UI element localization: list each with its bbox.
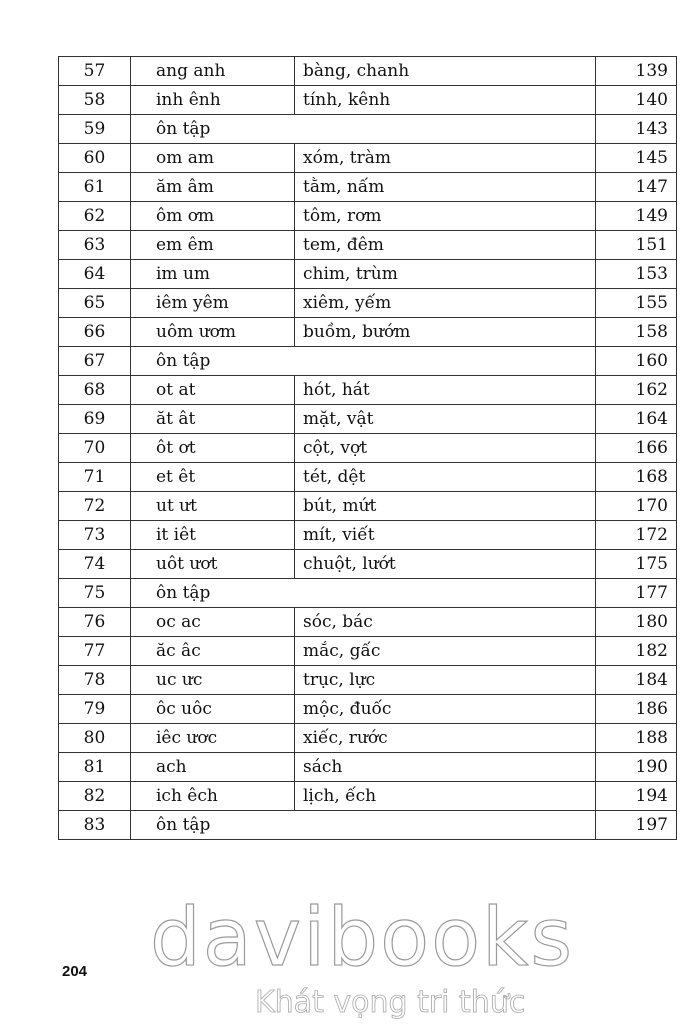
lesson-number: 60	[59, 144, 131, 173]
lesson-page: 149	[596, 202, 677, 231]
lesson-number: 65	[59, 289, 131, 318]
toc-row	[59, 405, 677, 434]
lesson-number: 71	[59, 463, 131, 492]
lesson-examples: tem, đêm	[295, 231, 596, 260]
toc-row	[59, 376, 677, 405]
lesson-number: 58	[59, 86, 131, 115]
lesson-rhyme: it iêt	[131, 521, 295, 550]
lesson-rhyme: ich êch	[131, 782, 295, 811]
lesson-rhyme: ot at	[131, 376, 295, 405]
toc-row	[59, 695, 677, 724]
lesson-page: 194	[596, 782, 677, 811]
lesson-rhyme: ôm ơm	[131, 202, 295, 231]
lesson-page: 172	[596, 521, 677, 550]
lesson-rhyme: ăc âc	[131, 637, 295, 666]
lesson-rhyme: ôc uôc	[131, 695, 295, 724]
lesson-page: 180	[596, 608, 677, 637]
lesson-examples: trục, lực	[295, 666, 596, 695]
lesson-examples: mít, viết	[295, 521, 596, 550]
lesson-page: 160	[596, 347, 677, 376]
lesson-rhyme: ôt ơt	[131, 434, 295, 463]
toc-row	[59, 202, 677, 231]
lesson-page: 162	[596, 376, 677, 405]
lesson-rhyme: ut ưt	[131, 492, 295, 521]
lesson-number: 80	[59, 724, 131, 753]
lesson-examples: bàng, chanh	[295, 57, 596, 86]
toc-row	[59, 782, 677, 811]
lesson-rhyme: ang anh	[131, 57, 295, 86]
lesson-number: 67	[59, 347, 131, 376]
lesson-examples: cột, vợt	[295, 434, 596, 463]
lesson-review-title: ôn tập	[131, 347, 596, 376]
lesson-examples: chim, trùm	[295, 260, 596, 289]
lesson-number: 77	[59, 637, 131, 666]
lesson-rhyme: ach	[131, 753, 295, 782]
lesson-page: 155	[596, 289, 677, 318]
toc-row	[59, 260, 677, 289]
lesson-page: 164	[596, 405, 677, 434]
lesson-examples: xiêm, yếm	[295, 289, 596, 318]
lesson-page: 166	[596, 434, 677, 463]
lesson-number: 72	[59, 492, 131, 521]
lesson-number: 70	[59, 434, 131, 463]
lesson-rhyme: uôm ươm	[131, 318, 295, 347]
lesson-review-title: ôn tập	[131, 579, 596, 608]
lesson-number: 83	[59, 811, 131, 840]
toc-row	[59, 318, 677, 347]
lesson-examples: sách	[295, 753, 596, 782]
lesson-rhyme: im um	[131, 260, 295, 289]
lesson-page: 143	[596, 115, 677, 144]
toc-row	[59, 637, 677, 666]
lesson-examples: lịch, ếch	[295, 782, 596, 811]
lesson-rhyme: oc ac	[131, 608, 295, 637]
toc-row	[59, 492, 677, 521]
lesson-rhyme: uc ưc	[131, 666, 295, 695]
lesson-page: 140	[596, 86, 677, 115]
toc-row	[59, 608, 677, 637]
lesson-examples: hót, hát	[295, 376, 596, 405]
lesson-page: 175	[596, 550, 677, 579]
toc-table	[58, 56, 677, 840]
lesson-rhyme: inh ênh	[131, 86, 295, 115]
toc-row	[59, 144, 677, 173]
lesson-examples: buồm, bướm	[295, 318, 596, 347]
lesson-number: 76	[59, 608, 131, 637]
lesson-number: 69	[59, 405, 131, 434]
lesson-number: 73	[59, 521, 131, 550]
lesson-rhyme: ăt ât	[131, 405, 295, 434]
lesson-number: 59	[59, 115, 131, 144]
lesson-rhyme: ăm âm	[131, 173, 295, 202]
lesson-examples: sóc, bác	[295, 608, 596, 637]
lesson-number: 79	[59, 695, 131, 724]
lesson-number: 57	[59, 57, 131, 86]
lesson-rhyme: iêm yêm	[131, 289, 295, 318]
toc-review-row	[59, 115, 677, 144]
lesson-page: 170	[596, 492, 677, 521]
lesson-examples: mặt, vật	[295, 405, 596, 434]
lesson-examples: tét, dệt	[295, 463, 596, 492]
toc-row	[59, 231, 677, 260]
lesson-number: 68	[59, 376, 131, 405]
toc-row	[59, 521, 677, 550]
lesson-number: 66	[59, 318, 131, 347]
lesson-examples: mộc, đuốc	[295, 695, 596, 724]
lesson-page: 190	[596, 753, 677, 782]
lesson-page: 139	[596, 57, 677, 86]
lesson-page: 177	[596, 579, 677, 608]
page-number: 204	[62, 963, 88, 980]
lesson-page: 188	[596, 724, 677, 753]
lesson-page: 186	[596, 695, 677, 724]
lesson-rhyme: om am	[131, 144, 295, 173]
toc-review-row	[59, 579, 677, 608]
toc-row	[59, 724, 677, 753]
lesson-examples: bút, mứt	[295, 492, 596, 521]
lesson-examples: tôm, rơm	[295, 202, 596, 231]
lesson-examples: chuột, lướt	[295, 550, 596, 579]
lesson-number: 82	[59, 782, 131, 811]
lesson-rhyme: uôt ươt	[131, 550, 295, 579]
watermark-brand: davibooks	[150, 891, 575, 984]
lesson-rhyme: et êt	[131, 463, 295, 492]
lesson-number: 62	[59, 202, 131, 231]
lesson-page: 184	[596, 666, 677, 695]
lesson-page: 147	[596, 173, 677, 202]
lesson-rhyme: iêc ươc	[131, 724, 295, 753]
toc-row	[59, 753, 677, 782]
toc-body	[59, 57, 677, 840]
watermark-slogan: Khát vọng tri thức	[255, 985, 526, 1020]
toc-review-row	[59, 347, 677, 376]
lesson-review-title: ôn tập	[131, 115, 596, 144]
lesson-page: 168	[596, 463, 677, 492]
lesson-number: 63	[59, 231, 131, 260]
toc-row	[59, 550, 677, 579]
lesson-rhyme: em êm	[131, 231, 295, 260]
lesson-examples: mắc, gấc	[295, 637, 596, 666]
lesson-page: 158	[596, 318, 677, 347]
lesson-number: 64	[59, 260, 131, 289]
lesson-page: 151	[596, 231, 677, 260]
lesson-number: 81	[59, 753, 131, 782]
lesson-page: 145	[596, 144, 677, 173]
toc-row	[59, 434, 677, 463]
lesson-examples: tính, kênh	[295, 86, 596, 115]
lesson-page: 182	[596, 637, 677, 666]
toc-review-row	[59, 811, 677, 840]
lesson-number: 75	[59, 579, 131, 608]
lesson-number: 74	[59, 550, 131, 579]
toc-row	[59, 666, 677, 695]
lesson-examples: xiếc, rước	[295, 724, 596, 753]
lesson-examples: xóm, tràm	[295, 144, 596, 173]
lesson-number: 61	[59, 173, 131, 202]
lesson-examples: tằm, nấm	[295, 173, 596, 202]
toc-row	[59, 463, 677, 492]
lesson-review-title: ôn tập	[131, 811, 596, 840]
lesson-number: 78	[59, 666, 131, 695]
lesson-page: 197	[596, 811, 677, 840]
toc-row	[59, 57, 677, 86]
toc-row	[59, 173, 677, 202]
lesson-page: 153	[596, 260, 677, 289]
toc-row	[59, 289, 677, 318]
toc-row	[59, 86, 677, 115]
